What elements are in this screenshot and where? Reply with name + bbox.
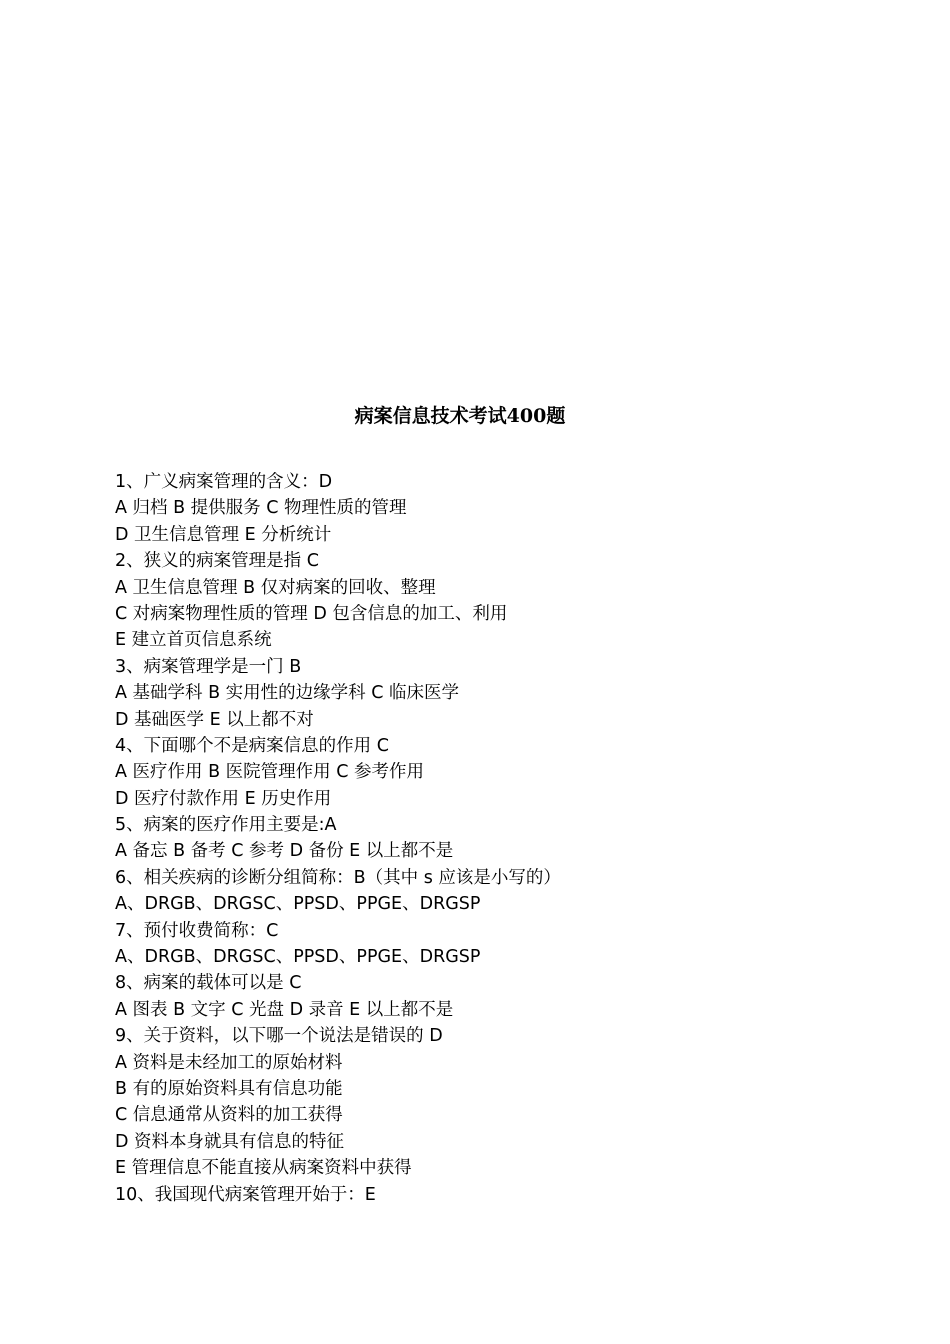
text-line: A 基础学科 B 实用性的边缘学科 C 临床医学: [115, 683, 460, 704]
text-line: 5、病案的医疗作用主要是:A: [115, 815, 337, 836]
text-line: E 管理信息不能直接从病案资料中获得: [115, 1158, 412, 1179]
text-line: 9、关于资料，以下哪一个说法是错误的 D: [115, 1026, 443, 1047]
text-line: A 医疗作用 B 医院管理作用 C 参考作用: [115, 762, 425, 783]
text-line: A、DRGB、DRGSC、PPSD、PPGE、DRGSP: [115, 947, 481, 968]
text-line: 3、病案管理学是一门 B: [115, 656, 302, 677]
text-line: D 基础医学 E 以上都不对: [115, 709, 314, 730]
text-line: A 图表 B 文字 C 光盘 D 录音 E 以上都不是: [115, 999, 454, 1020]
text-line: 7、预付收费简称：C: [115, 920, 279, 941]
text-line: 4、下面哪个不是病案信息的作用 C: [115, 735, 389, 756]
text-line: E 建立首页信息系统: [115, 630, 272, 651]
text-line: 8、病案的载体可以是 C: [115, 973, 302, 994]
text-line: D 资料本身就具有信息的特征: [115, 1131, 345, 1152]
text-line: 10、我国现代病案管理开始于：E: [115, 1184, 376, 1205]
text-line: 6、相关疾病的诊断分组简称：B（其中 s 应该是小写的）: [115, 867, 561, 888]
text-line: A、DRGB、DRGSC、PPSD、PPGE、DRGSP: [115, 894, 481, 915]
text-line: D 卫生信息管理 E 分析统计: [115, 524, 332, 545]
text-line: A 归档 B 提供服务 C 物理性质的管理: [115, 498, 407, 519]
text-line: D 医疗付款作用 E 历史作用: [115, 788, 332, 809]
text-line: A 卫生信息管理 B 仅对病案的回收、整理: [115, 577, 436, 598]
text-line: C 对病案物理性质的管理 D 包含信息的加工、利用: [115, 603, 508, 624]
text-line: 2、狭义的病案管理是指 C: [115, 551, 319, 572]
document-title: 病案信息技术考试400题: [354, 405, 566, 427]
text-line: A 备忘 B 备考 C 参考 D 备份 E 以上都不是: [115, 841, 454, 862]
text-line: A 资料是未经加工的原始材料: [115, 1052, 343, 1073]
question-list: [115, 469, 875, 1208]
text-line: 1、广义病案管理的含义：D: [115, 472, 333, 492]
text-line: B 有的原始资料具有信息功能: [115, 1078, 343, 1099]
text-line: C 信息通常从资料的加工获得: [115, 1105, 343, 1126]
